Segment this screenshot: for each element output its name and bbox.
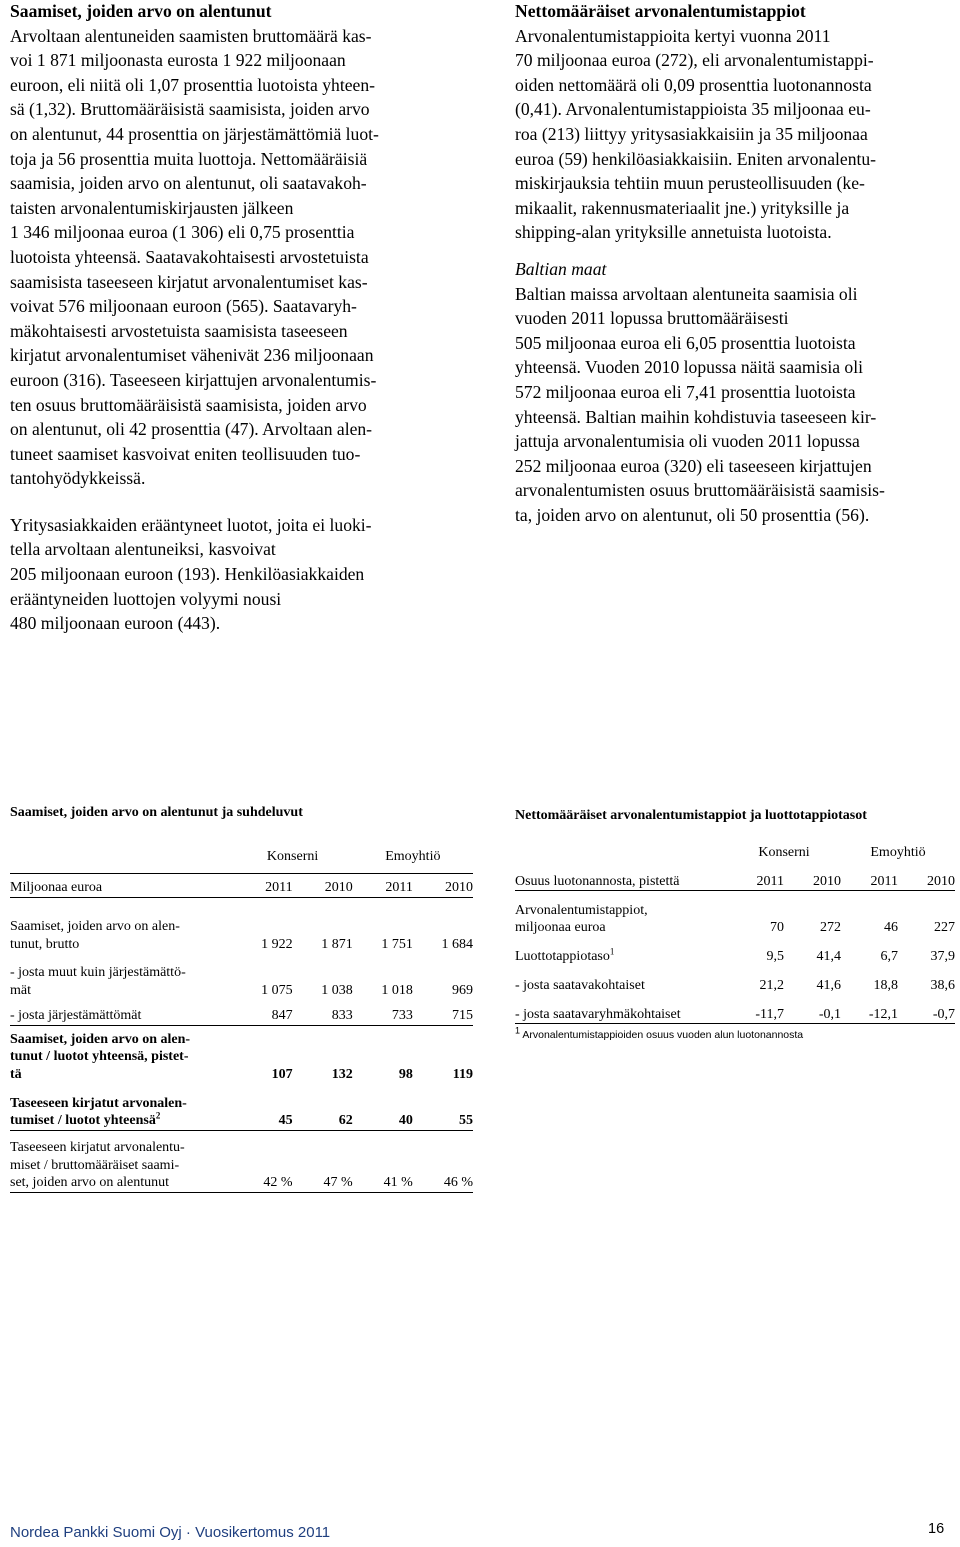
text-line: taisten arvonalentumiskirjausten jälkeen [10, 197, 294, 218]
cell-value: 6,7 [880, 949, 898, 964]
row-label: - josta saatavakohtaiset [515, 978, 645, 993]
group-header-konserni: Konserni [266, 849, 319, 864]
cell-value: 132 [331, 1066, 353, 1082]
group-header-emoyhtio: Emoyhtiö [870, 845, 926, 860]
subheading-baltic: Baltian maat [515, 258, 607, 279]
table-row [10, 1130, 473, 1192]
section-heading-impaired-loans: Saamiset, joiden arvo on alentunut [10, 1, 272, 21]
text-line: tella arvoltaan alentuneiksi, kasvoivat [10, 539, 276, 560]
table-row [10, 897, 473, 953]
cell-value: 62 [293, 1083, 353, 1130]
text-line: vuoden 2011 lopussa bruttomääräisesti [515, 308, 789, 329]
cell-value: 38,6 [930, 978, 955, 993]
row-label: Saamiset, joiden arvo on alen- tunut, brutto [10, 919, 180, 952]
text-line: erääntyneiden luottojen volyymi nousi [10, 588, 282, 609]
right-column [515, 0, 955, 527]
cell-value: 55 [413, 1083, 473, 1130]
text-line: tantohyödykkeissä. [10, 468, 146, 489]
row-label: Taseeseen kirjatut arvonalentu- miset / bruttomääräiset saami- set, joiden arvo on alentunut [10, 1130, 232, 1192]
row-label: - josta muut kuin järjestämättö- mät [10, 965, 186, 998]
text-line: mikaalit, rakennusmateriaalit jne.) yrityksille ja [515, 197, 850, 218]
text-line: oiden nettomäärä oli 0,09 prosenttia luotonannosta [515, 74, 872, 95]
row-label: Arvonalentumistappiot, miljoonaa euroa [515, 902, 648, 935]
cell-value: 833 [293, 999, 353, 1025]
year-header: 2011 [353, 873, 413, 897]
text-line: yhteensä. Baltian maihin kohdistuvia taseeseen kir- [515, 406, 877, 427]
cell-value: 41,6 [816, 978, 841, 993]
table-title-net-losses: Nettomääräiset arvonalentumistappiot ja luottotappiotasot [515, 808, 867, 823]
unit-label: Osuus luotonannosta, pistettä [515, 869, 727, 891]
year-header: 2010 [413, 873, 473, 897]
row-label: - josta saatavaryhmäkohtaiset [515, 995, 727, 1024]
text-line: on alentunut, oli 42 prosenttia (47). Arvoltaan alen- [10, 419, 373, 440]
cell-value: 41,4 [816, 949, 841, 964]
cell-value: 733 [353, 999, 413, 1025]
text-line: yhteensä. Vuoden 2010 lopussa näitä saamisia oli [515, 357, 863, 378]
text-line: 1 346 miljoonaa euroa (1 306) eli 0,75 prosenttia [10, 222, 355, 243]
text-line: jattuja arvonalentumisia oli vuoden 2011 lopussa [515, 431, 860, 452]
year-header: 2011 [727, 869, 784, 891]
footnote-mark: 1 [515, 1025, 521, 1036]
year-header: 2010 [898, 869, 955, 891]
table-row [515, 995, 955, 1024]
cell-value: 42 % [232, 1130, 292, 1192]
text-line: ten osuus bruttomääräisistä saamisista, joiden arvo [10, 394, 367, 415]
table-row [515, 937, 955, 966]
cell-value: 969 [452, 982, 473, 998]
text-line: luotoista yhteensä. Saatavakohtaisesti arvostetuista [10, 246, 369, 267]
text-line: Yritysasiakkaiden erääntyneet luotot, joita ei luoki- [10, 514, 372, 535]
text-line: roa (213) liittyy yritysasiakkaisiin ja 35 miljoonaa [515, 123, 868, 144]
cell-value: 119 [452, 1066, 473, 1082]
footnote-ref: 2 [155, 1110, 161, 1121]
table-row [10, 999, 473, 1025]
unit-label: Miljoonaa euroa [10, 873, 232, 897]
cell-value: 9,5 [766, 949, 784, 964]
cell-value: 1 038 [321, 982, 353, 998]
footer-publication: Nordea Pankki Suomi Oyj · Vuosikertomus 2011 [10, 1524, 331, 1541]
text-line: 252 miljoonaa euroa (320) eli taseeseen kirjattujen [515, 455, 872, 476]
text-line: 70 miljoonaa euroa (272), eli arvonalentumistappi- [515, 50, 874, 71]
cell-value: 272 [820, 920, 841, 935]
text-line: euroa (59) henkilöasiakkaisiin. Eniten arvonalentu- [515, 148, 877, 169]
text-line: sä (1,32). Bruttomääräisistä saamisista, joiden arvo [10, 99, 370, 120]
paragraph-baltic [515, 282, 955, 528]
table-footnote: $^1$ Arvonalentumistappioiden osuus vuoden alun luotonannosta [515, 1025, 804, 1041]
year-header: 2011 [232, 873, 292, 897]
row-label: Saamiset, joiden arvo on alen- tunut / luotot yhteensä, pistet- tä [10, 1031, 191, 1082]
cell-value: 46 [884, 920, 898, 935]
left-column [10, 0, 470, 636]
year-header: 2010 [293, 873, 353, 897]
row-label: Taseeseen kirjatut arvonalen- tumiset / luotot yhteensä$^2$ [10, 1083, 232, 1130]
text-line: tuneet saamiset kasvoivat eniten teollisuuden tuo- [10, 443, 361, 464]
paragraph-past-due-loans [10, 513, 470, 636]
row-label: Luottotappiotaso$^1$ [515, 946, 615, 964]
text-line: Baltian maissa arvoltaan alentuneita saamisia oli [515, 283, 858, 304]
cell-value: 227 [934, 920, 955, 935]
row-label: - josta järjestämättömät [10, 999, 232, 1025]
cell-value: 107 [271, 1066, 293, 1082]
text-line: on alentunut, 44 prosenttia on järjestämättömiä luot- [10, 123, 379, 144]
text-line: shipping-alan yrityksille annetuista luotoista. [515, 222, 832, 243]
text-line: Arvoltaan alentuneiden saamisten bruttomäärä kas- [10, 25, 372, 46]
year-header: 2010 [784, 869, 841, 891]
cell-value: -12,1 [841, 995, 898, 1024]
text-line: kirjatut arvonalentumiset vähenivät 236 miljoonaan [10, 345, 374, 366]
cell-value: -11,7 [727, 995, 784, 1024]
text-line: (0,41). Arvonalentumistappioista 35 miljoonaa eu- [515, 99, 871, 120]
year-header: 2011 [841, 869, 898, 891]
text-line: euroon (316). Taseeseen kirjattujen arvonalentumis- [10, 369, 377, 390]
text-line: euroon, eli niitä oli 1,07 prosenttia luotoista yhteen- [10, 74, 375, 95]
cell-value: 37,9 [930, 949, 955, 964]
cell-value: 847 [232, 999, 292, 1025]
table-row [10, 1025, 473, 1083]
footnote-ref: 1 [609, 946, 615, 957]
cell-value: 1 871 [321, 936, 353, 952]
cell-value: 18,8 [873, 978, 898, 993]
cell-value: 715 [413, 999, 473, 1025]
text-line: voivat 576 miljoonaan euroon (565). Saatavaryh- [10, 296, 357, 317]
text-line: ta, joiden arvo on alentunut, oli 50 prosenttia (56). [515, 504, 870, 525]
paragraph-impaired-loans [10, 24, 470, 491]
text-line: arvonalentumisten osuus bruttomääräisistä saamisis- [515, 480, 885, 501]
cell-value: -0,1 [784, 995, 841, 1024]
section-heading-net-losses: Nettomääräiset arvonalentumistappiot [515, 1, 806, 21]
cell-value: 1 075 [261, 982, 293, 998]
text-line: Arvonalentumistappioita kertyi vuonna 2011 [515, 25, 831, 46]
page-number: 16 [928, 1521, 945, 1537]
net-losses-table [515, 844, 955, 1024]
paragraph-net-losses [515, 24, 955, 245]
table-row [10, 1083, 473, 1130]
group-header-konserni: Konserni [758, 845, 810, 860]
text-line: 480 miljoonaan euroon (443). [10, 613, 221, 634]
cell-value: 1 018 [381, 982, 413, 998]
text-line: miskirjauksia tehtiin muun perusteollisuuden (ke- [515, 173, 865, 194]
text-line: toja ja 56 prosenttia muita luottoja. Nettomääräisiä [10, 148, 368, 169]
group-header-emoyhtio: Emoyhtiö [385, 849, 441, 864]
cell-value: 1 922 [261, 936, 293, 952]
cell-value: 40 [353, 1083, 413, 1130]
cell-value: 21,2 [759, 978, 784, 993]
table-row [515, 891, 955, 937]
cell-value: 46 % [413, 1130, 473, 1192]
cell-value: 41 % [353, 1130, 413, 1192]
cell-value: 1 684 [441, 936, 473, 952]
text-line: mäkohtaisesti arvostetuista saamisista taseeseen [10, 320, 348, 341]
cell-value: 45 [232, 1083, 292, 1130]
cell-value: 70 [770, 920, 784, 935]
cell-value: -0,7 [898, 995, 955, 1024]
text-line: saamisia, joiden arvo on alentunut, oli saatavakoh- [10, 173, 367, 194]
text-line: voi 1 871 miljoonasta eurosta 1 922 miljoonaan [10, 50, 346, 71]
text-line: 505 miljoonaa euroa eli 6,05 prosenttia luotoista [515, 332, 856, 353]
table-row [10, 953, 473, 999]
text-line: 572 miljoonaa euroa eli 7,41 prosenttia luotoista [515, 381, 856, 402]
cell-value: 98 [398, 1066, 413, 1082]
cell-value: 1 751 [381, 936, 413, 952]
text-line: saamisista taseeseen kirjatut arvonalentumiset kas- [10, 271, 368, 292]
impaired-loans-table [10, 848, 473, 1193]
table-row [515, 966, 955, 995]
cell-value: 47 % [293, 1130, 353, 1192]
table-title-impaired: Saamiset, joiden arvo on alentunut ja suhdeluvut [10, 805, 303, 820]
text-line: 205 miljoonaan euroon (193). Henkilöasiakkaiden [10, 564, 365, 585]
